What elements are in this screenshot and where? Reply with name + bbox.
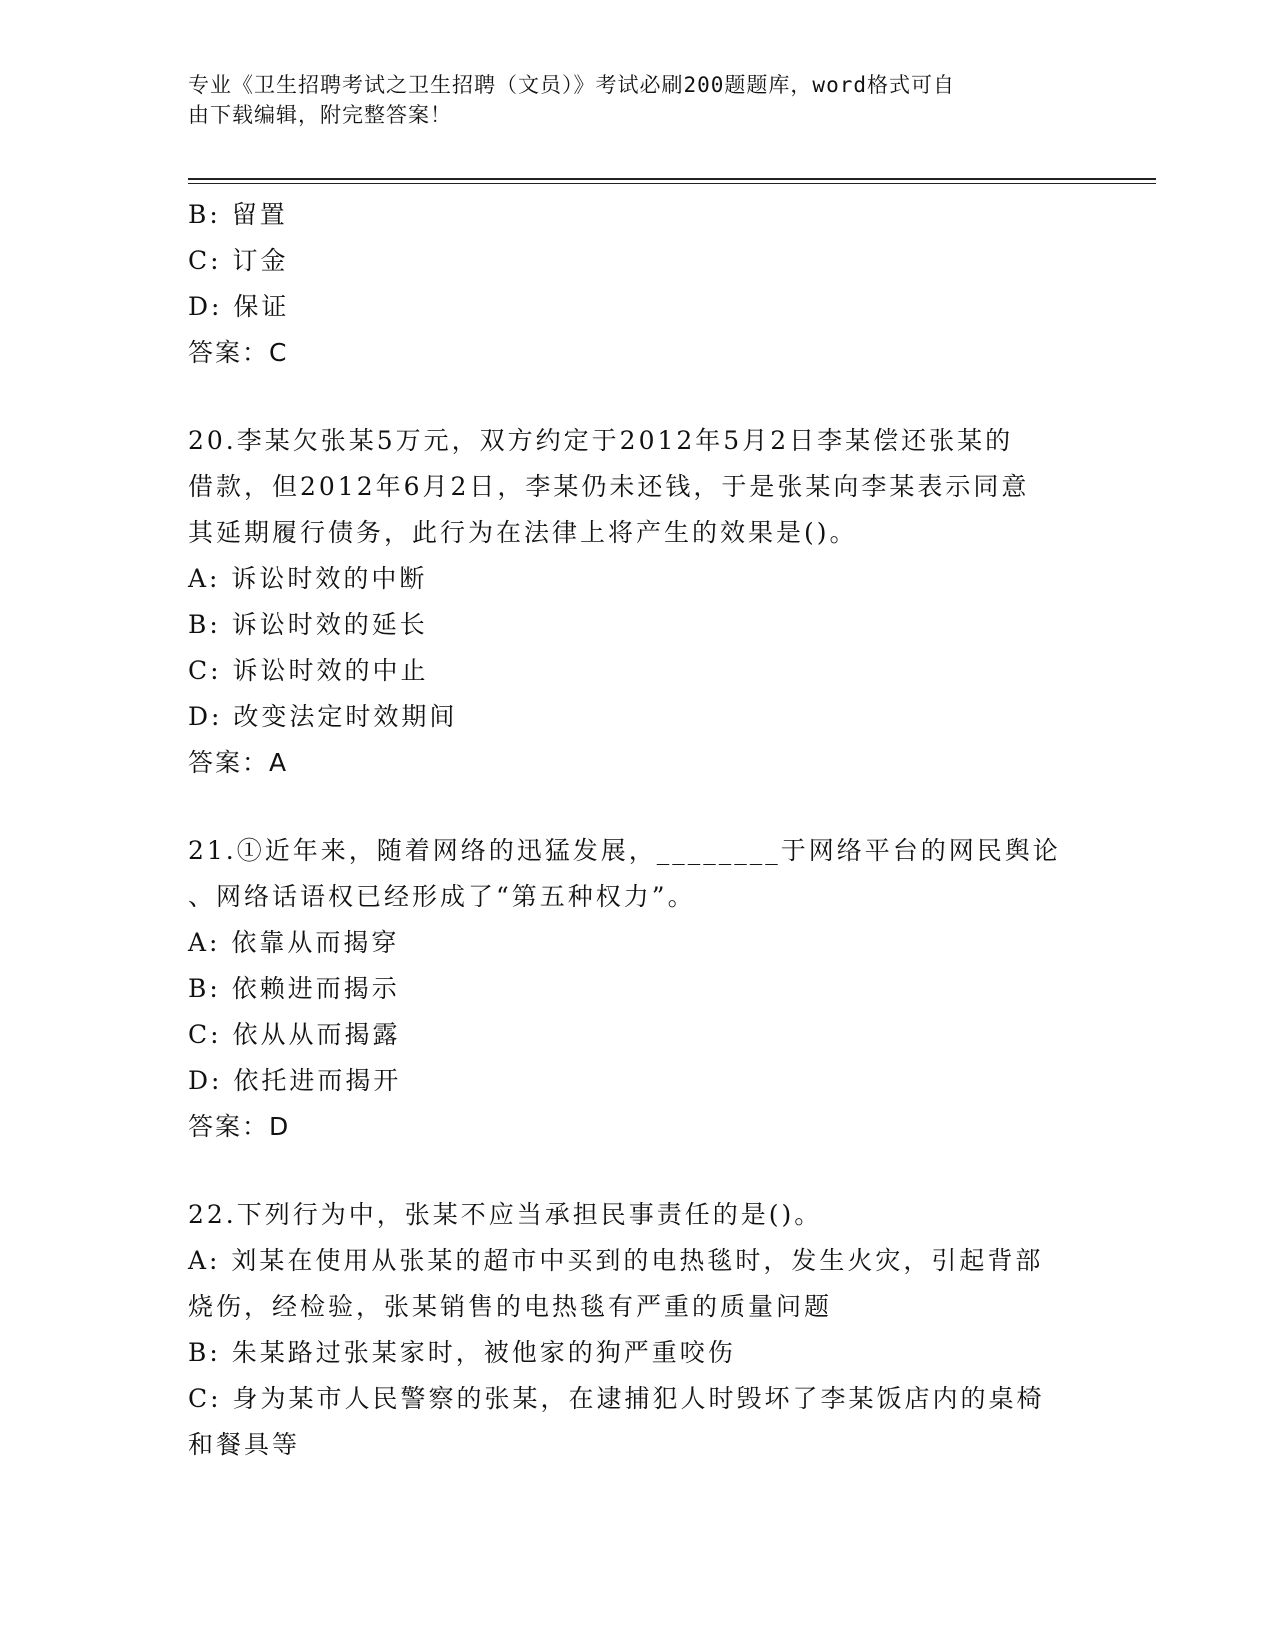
option-line: B: 朱某路过张某家时，被他家的狗严重咬伤 <box>188 1338 736 1367</box>
document-header <box>188 70 1068 130</box>
question-text: 20.李某欠张某5万元，双方约定于2012年5月2日李某偿还张某的 <box>188 426 1014 455</box>
option-line: D: 改变法定时效期间 <box>188 702 458 731</box>
header-rule-thick <box>188 178 1156 180</box>
question-text: 22.下列行为中，张某不应当承担民事责任的是()。 <box>188 1200 823 1229</box>
option-line: B: 留置 <box>188 200 288 229</box>
option-line: B: 依赖进而揭示 <box>188 974 400 1003</box>
option-line: C: 诉讼时效的中止 <box>188 656 429 685</box>
option-line: C: 身为某市人民警察的张某，在逮捕犯人时毁坏了李某饭店内的桌椅 <box>188 1384 1045 1413</box>
question-body <box>188 192 1088 1468</box>
option-line: D: 依托进而揭开 <box>188 1066 402 1095</box>
header-rule-thin <box>188 183 1156 184</box>
header-line-2: 由下载编辑，附完整答案！ <box>188 103 452 127</box>
header-line-1: 专业《卫生招聘考试之卫生招聘（文员）》考试必刷200题题库，word格式可自 <box>188 73 955 97</box>
question-text: 、网络话语权已经形成了“第五种权力”。 <box>188 882 696 911</box>
answer-line: 答案：D <box>188 1112 291 1141</box>
question-text: 其延期履行债务，此行为在法律上将产生的效果是()。 <box>188 518 858 547</box>
option-line: C: 订金 <box>188 246 289 275</box>
question-text: 借款，但2012年6月2日，李某仍未还钱，于是张某向李某表示同意 <box>188 472 1030 501</box>
question-text: 21.①近年来，随着网络的迅猛发展，________于网络平台的网民舆论 <box>188 836 1061 865</box>
option-line: A: 刘某在使用从张某的超市中买到的电热毯时，发生火灾，引起背部 <box>188 1246 1044 1275</box>
option-line: C: 依从从而揭露 <box>188 1020 401 1049</box>
option-line: D: 保证 <box>188 292 290 321</box>
option-line: 烧伤，经检验，张某销售的电热毯有严重的质量问题 <box>188 1292 833 1321</box>
answer-line: 答案：C <box>188 338 289 367</box>
option-line: A: 依靠从而揭穿 <box>188 928 400 957</box>
option-line: 和餐具等 <box>188 1430 301 1459</box>
answer-line: 答案：A <box>188 748 289 777</box>
option-line: A: 诉讼时效的中断 <box>188 564 428 593</box>
option-line: B: 诉讼时效的延长 <box>188 610 428 639</box>
